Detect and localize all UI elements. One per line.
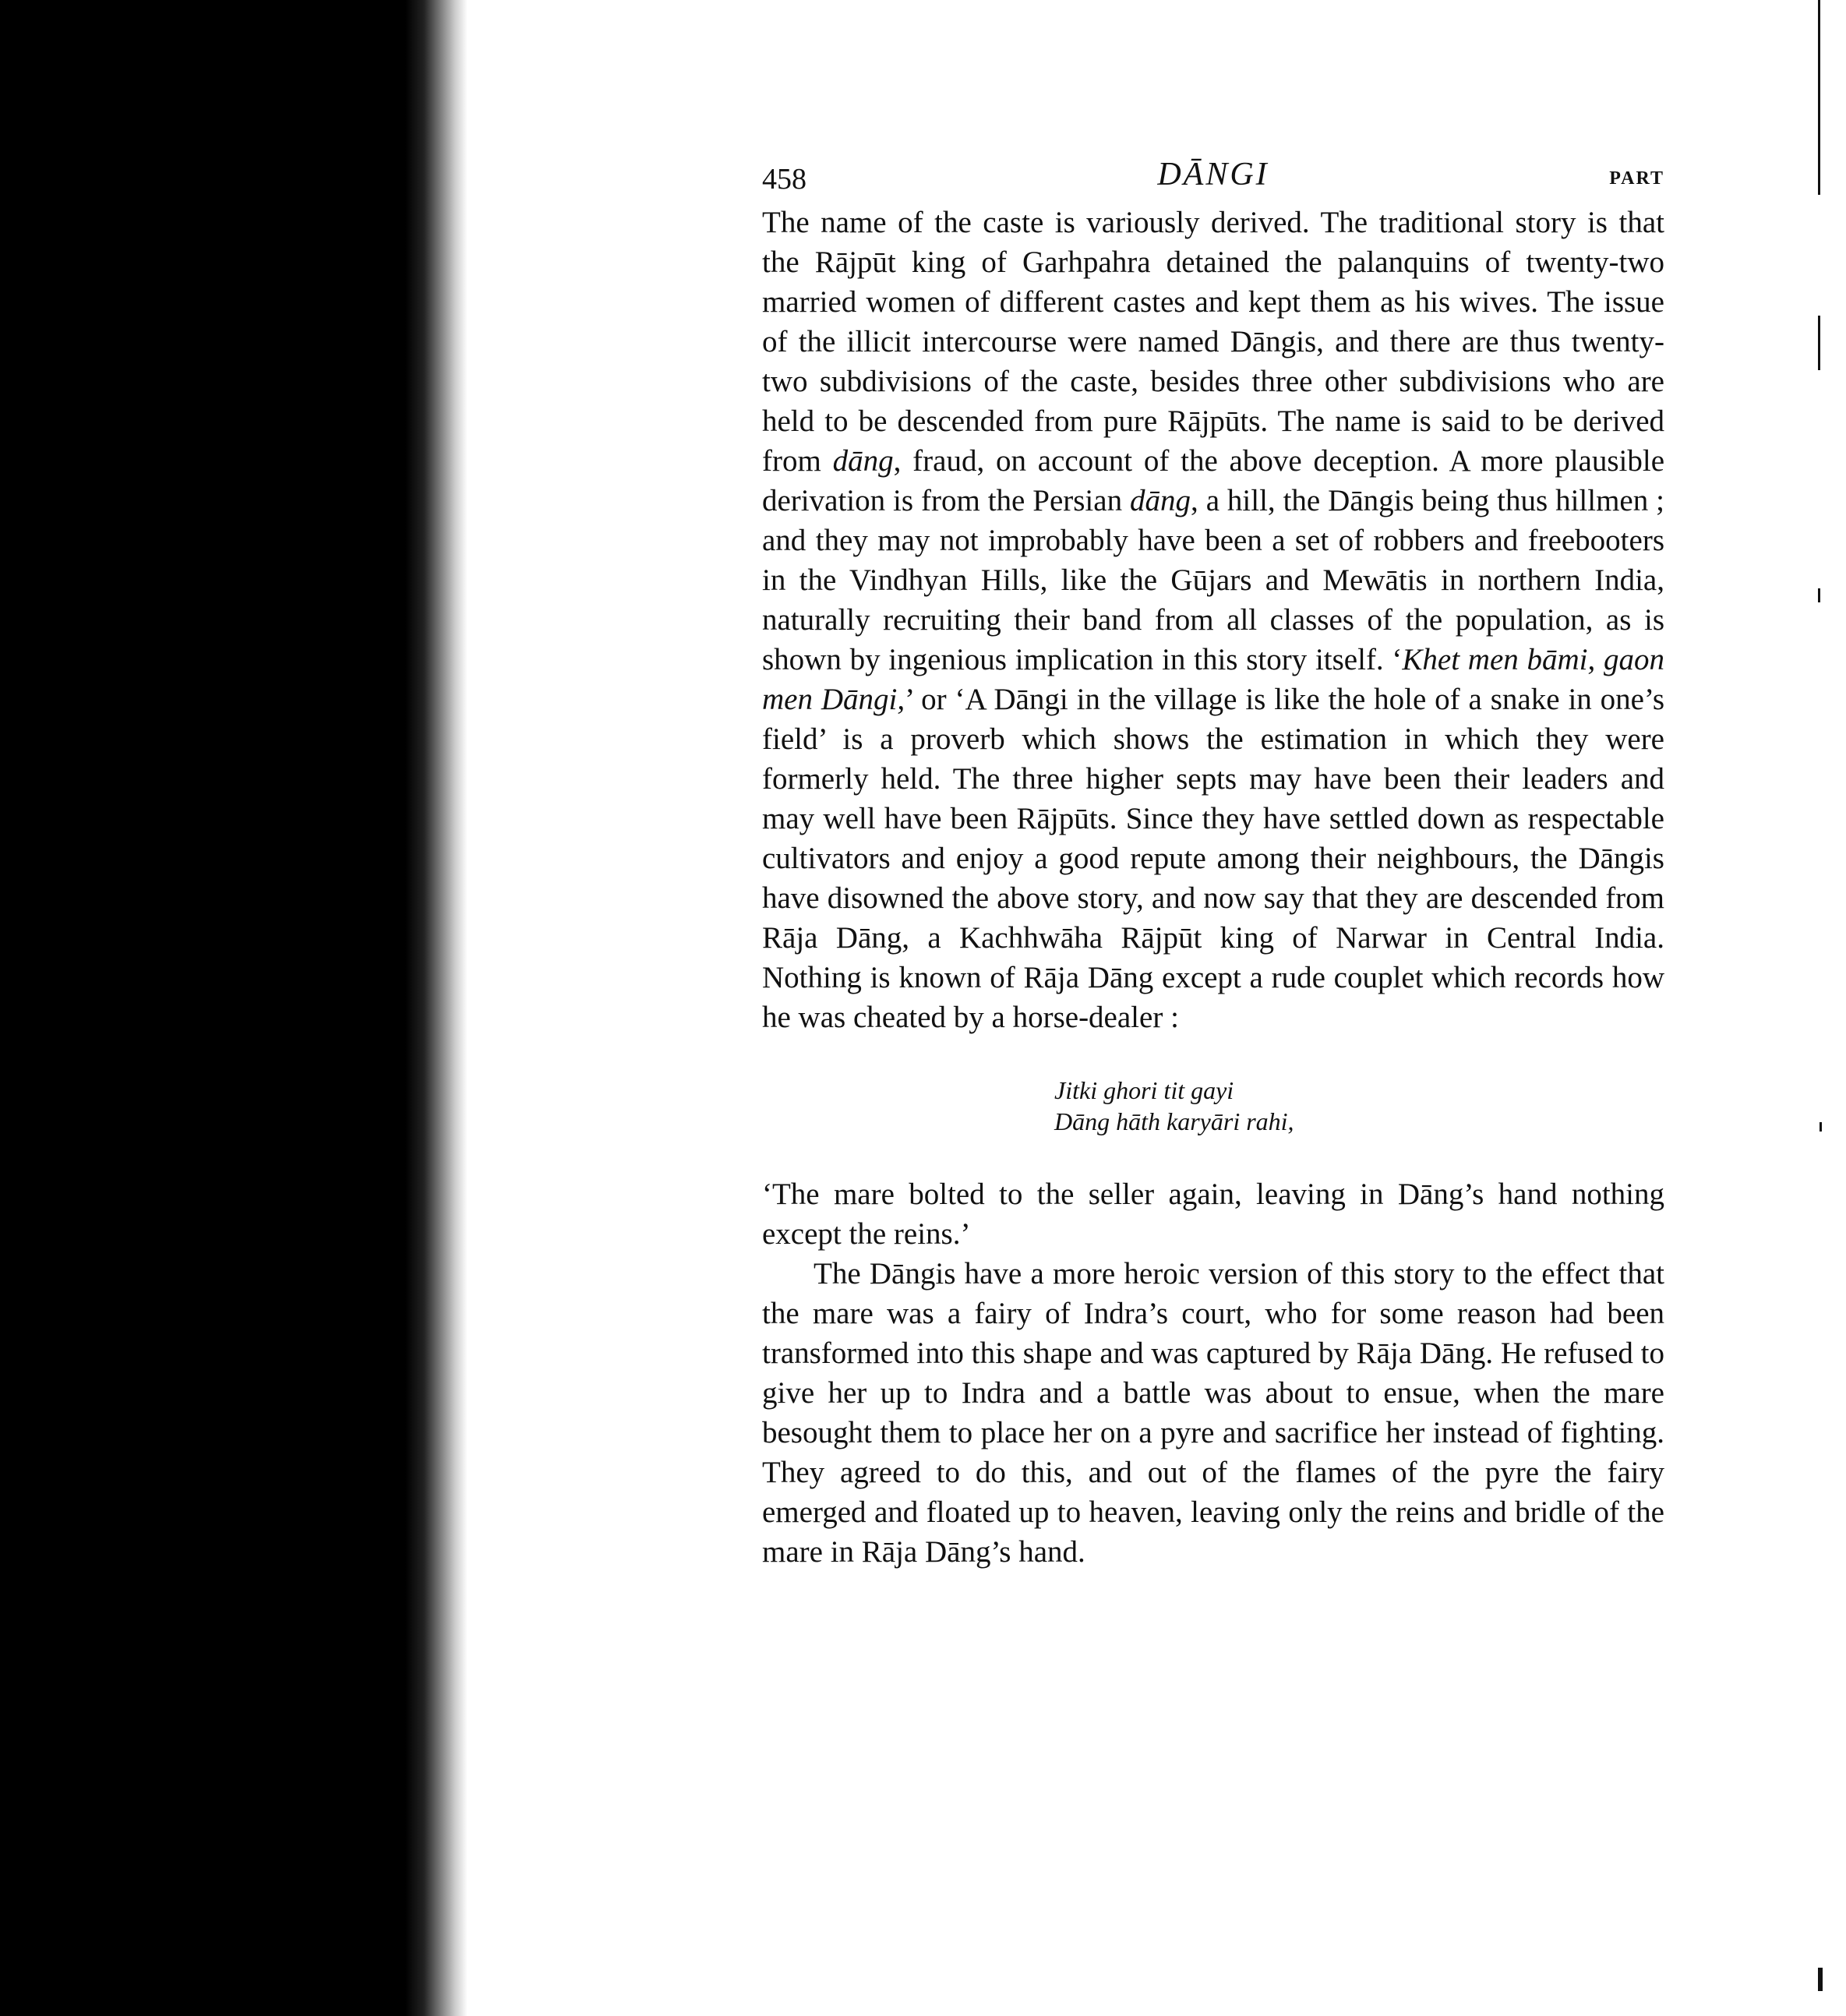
scan-edge-mark bbox=[1818, 1968, 1823, 1991]
paragraph-text: , fraud, on account of the above deception. A more plausible derivation is from the Persian bbox=[762, 444, 1665, 517]
verse-line: Dāng hāth karyāri rahi, bbox=[1054, 1107, 1294, 1135]
page-number: 458 bbox=[762, 163, 807, 196]
verse-line: Jitki ghori tit gayi bbox=[1054, 1076, 1234, 1104]
scan-binding-shadow bbox=[0, 0, 436, 2016]
running-title: DĀNGI bbox=[1157, 157, 1269, 192]
scan-edge-mark bbox=[1820, 1122, 1822, 1132]
book-page bbox=[762, 148, 1664, 1572]
paragraph-translation: ‘The mare bolted to the seller again, leaving in Dāng’s hand nothing except the reins.’ bbox=[762, 1177, 1664, 1251]
italic-term: dāng bbox=[1130, 484, 1191, 517]
paragraph-caste-name-derivation bbox=[762, 203, 1664, 1037]
scan-edge-mark bbox=[1818, 0, 1820, 195]
verse-couplet bbox=[1054, 1075, 1664, 1137]
paragraph-heroic-version: The Dāngis have a more heroic version of this story to the effect that the mare was a fairy of Indra’s court, who for some reason had been transformed into this shape and was captured by Rāja Dāng. He refused to give her up to Indra and a battle was about to ensue, when the mare besought them to place her on a pyre and sacrifice her instead of fighting. They agreed to do this, and out of the flames of the pyre the fairy emerged and floated up to heaven, leaving only the reins and bridle of the mare in Rāja Dāng’s hand. bbox=[762, 1257, 1664, 1569]
scan-edge-mark bbox=[1818, 588, 1820, 602]
scan-binding-edge bbox=[405, 0, 468, 2016]
running-part-label: PART bbox=[1609, 168, 1664, 189]
running-head bbox=[762, 148, 1664, 203]
scan-edge-mark bbox=[1818, 316, 1820, 370]
proverb-italic: Khet men bāmi, gaon men Dāngi, bbox=[762, 643, 1664, 716]
paragraph-text: , a hill, the Dāngis being thus hillmen ; and they may not improbably have been a set of robbers and freebooters in the Vindhyan Hills, like the Gūjars and Mewātis in northern India, naturally recruiting their band from all classes of the population, as is shown by ingenious implication in this story itself. ‘ bbox=[762, 484, 1664, 676]
italic-term: dāng bbox=[832, 444, 894, 478]
paragraph-text: ’ or ‘A Dāngi in the village is like the hole of a snake in one’s field’ is a proverb which shows the estimation in which they were formerly held. The three higher septs may have been their leaders and may well have been Rājpūts. Since they have settled down as respectable cultivators and enjoy a good repute among their neighbours, the Dāngis have disowned the above story, and now say that they are descended from Rāja Dāng, a Kachhwāha Rājpūt king of Narwar in Central India. Nothing is known of Rāja Dāng except a rude couplet which records how he was cheated by a horse-dealer : bbox=[762, 683, 1664, 1034]
paragraph-text: The name of the caste is variously derived. The traditional story is that the Rājpūt king of Garhpahra detained the palanquins of twenty-two married women of different castes and kept them as his wives. The issue of the illicit intercourse were named Dāngis, and there are thus twenty-two subdivisions of the caste, besides three other subdivisions who are held to be descended from pure Rājpūts. The name is said to be derived from bbox=[762, 206, 1664, 478]
